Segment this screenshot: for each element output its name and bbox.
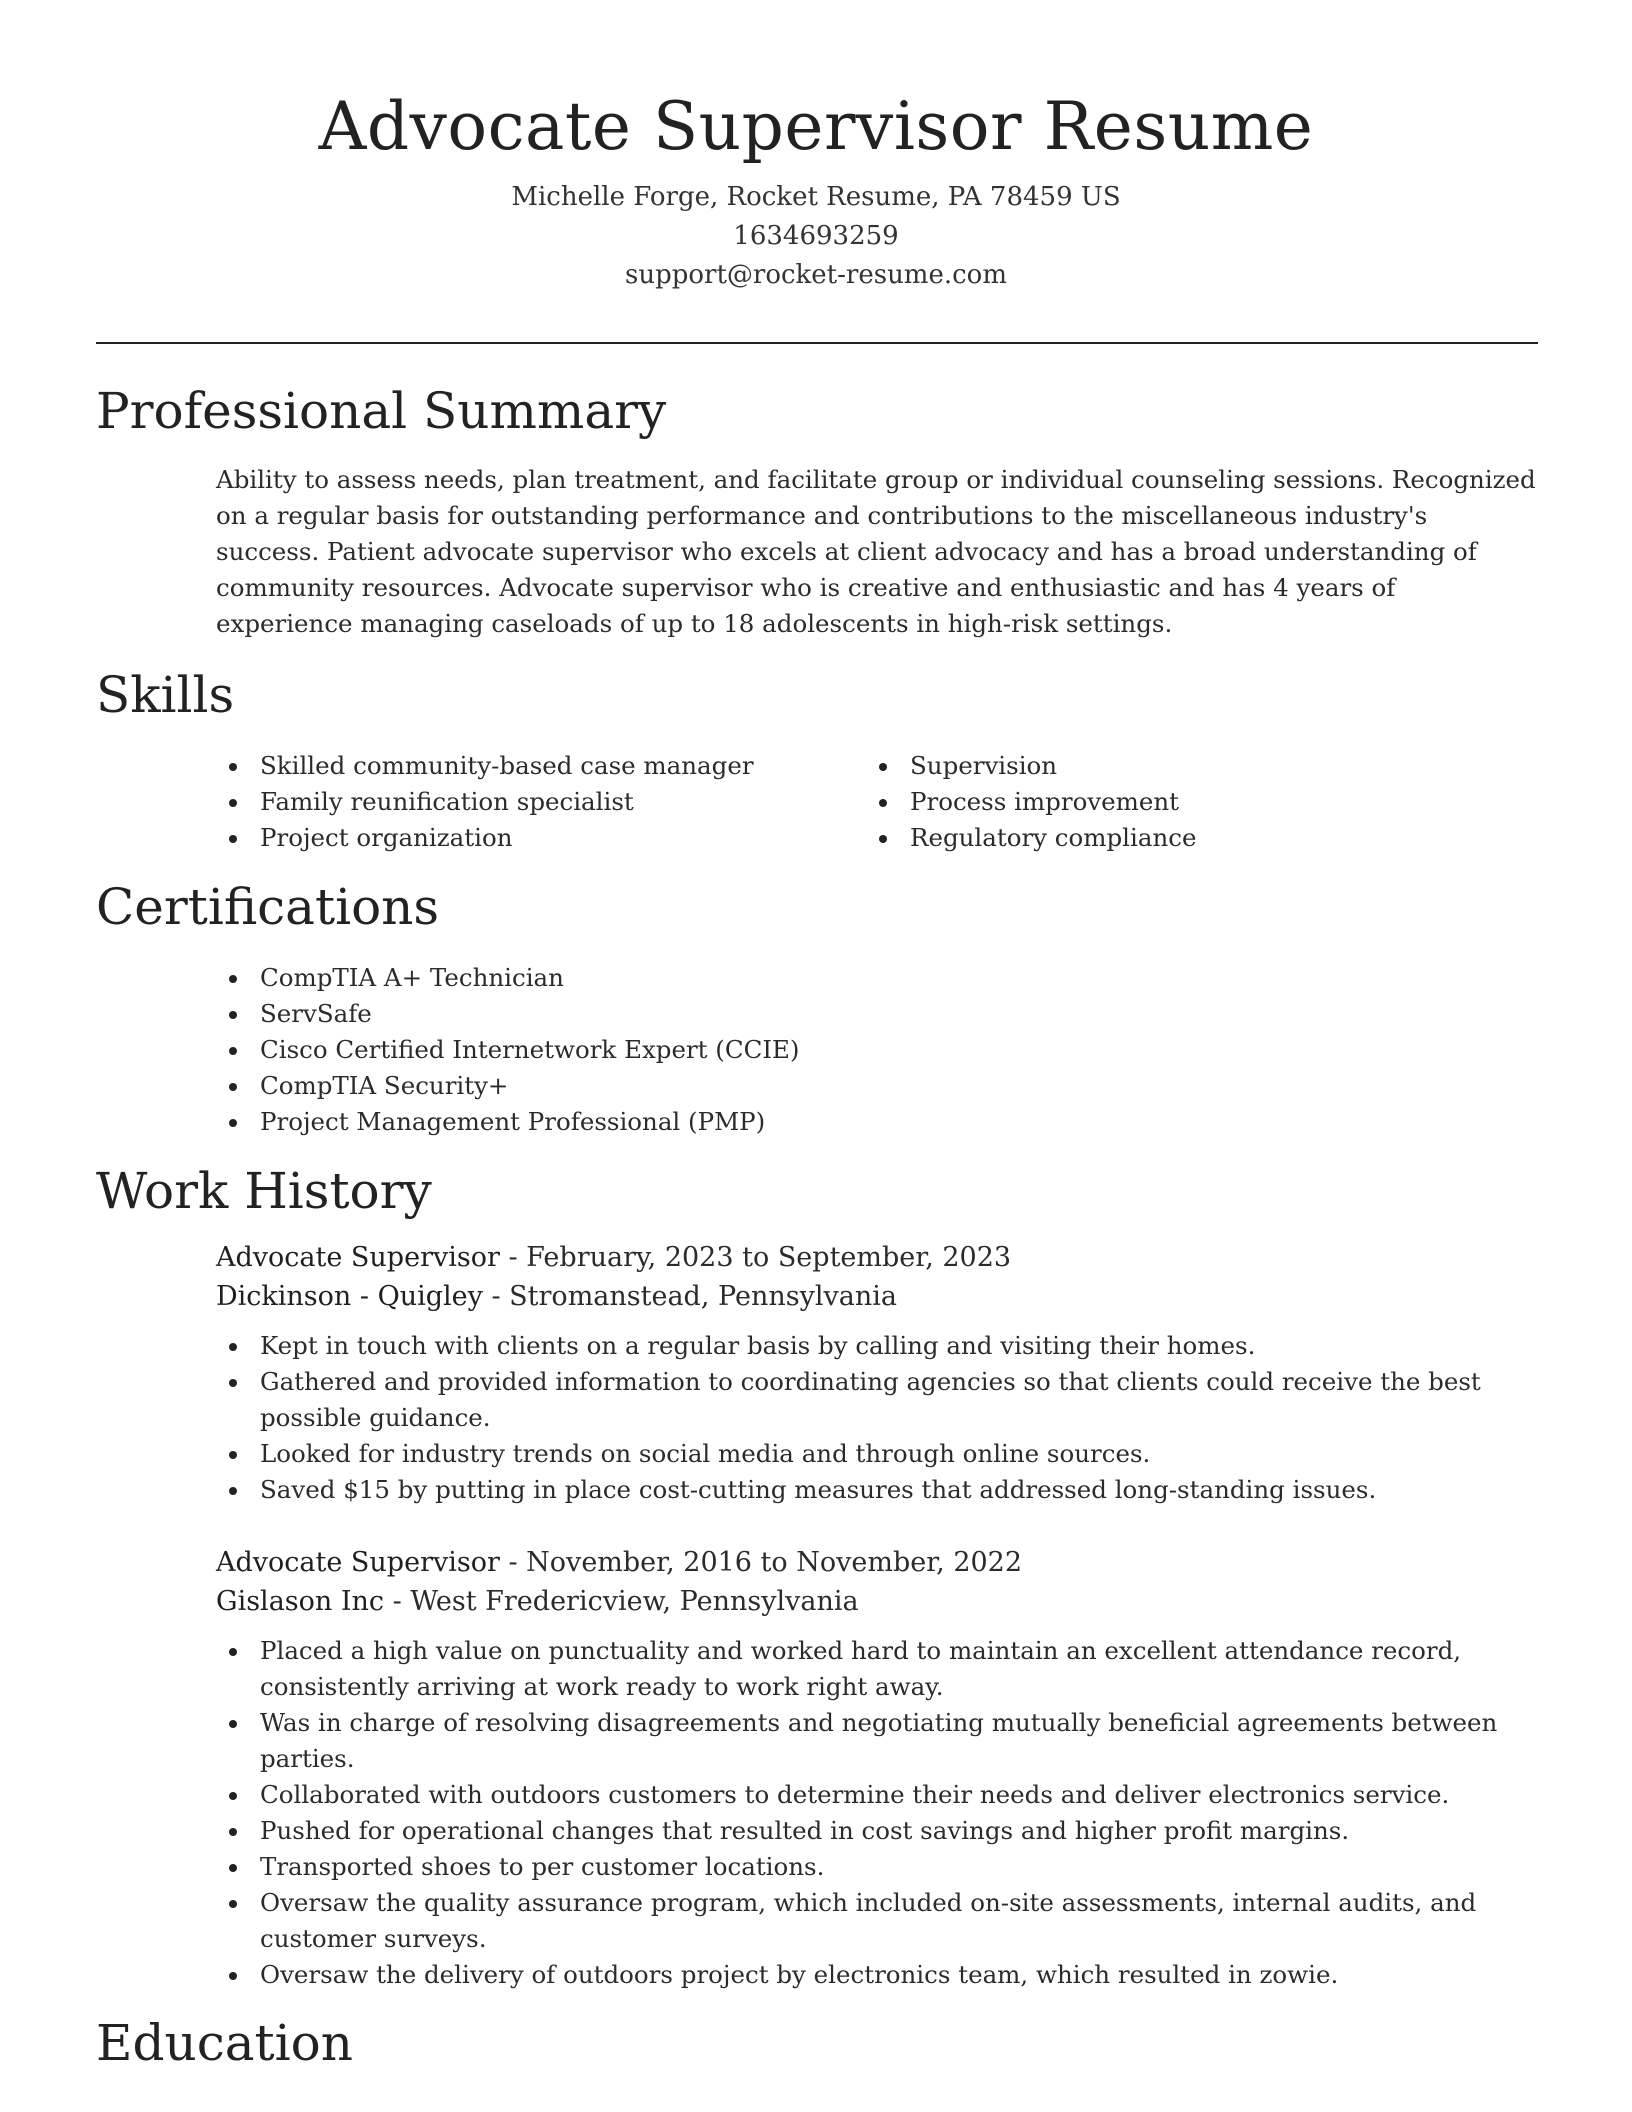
contact-phone: 1634693259 bbox=[733, 221, 899, 251]
job-title-line bbox=[216, 1238, 1538, 1277]
job-duties-list bbox=[216, 1328, 1538, 1508]
job-duty: Oversaw the quality assurance program, which included on-site assessments, internal audits, and customer surveys. bbox=[216, 1885, 1538, 1957]
job-company-line bbox=[216, 1582, 1538, 1621]
job-duty: Placed a high value on punctuality and worked hard to maintain an excellent attendance record, consistently arriving at work ready to work right away. bbox=[216, 1633, 1538, 1705]
skill-item: Project organization bbox=[216, 820, 866, 856]
job-title: Advocate Supervisor bbox=[216, 1547, 500, 1578]
skills-column-left bbox=[216, 748, 866, 856]
certification-item: Cisco Certified Internetwork Expert (CCIE) bbox=[216, 1032, 1538, 1068]
skill-item: Supervision bbox=[866, 748, 1516, 784]
job-duty: Oversaw the delivery of outdoors project by electronics team, which resulted in zowie. bbox=[216, 1957, 1538, 1993]
job-location: - West Fredericview, Pennsylvania bbox=[384, 1586, 859, 1617]
job-duty: Kept in touch with clients on a regular basis by calling and visiting their homes. bbox=[216, 1328, 1538, 1364]
certification-item: Project Management Professional (PMP) bbox=[216, 1104, 1538, 1140]
job-duty: Gathered and provided information to coordinating agencies so that clients could receive the best possible guidance. bbox=[216, 1364, 1538, 1436]
section-title-skills: Skills bbox=[96, 666, 235, 724]
job-duty: Looked for industry trends on social media and through online sources. bbox=[216, 1436, 1538, 1472]
job-company-line bbox=[216, 1277, 1538, 1316]
resume-title: Advocate Supervisor Resume bbox=[318, 88, 1314, 165]
job-dates: - February, 2023 to September, 2023 bbox=[499, 1242, 1012, 1273]
contact-address: Michelle Forge, Rocket Resume, PA 78459 US bbox=[511, 182, 1121, 212]
contact-block bbox=[0, 178, 1632, 295]
job-duty: Was in charge of resolving disagreements and negotiating mutually beneficial agreements between parties. bbox=[216, 1705, 1538, 1777]
job-dates: - November, 2016 to November, 2022 bbox=[499, 1547, 1023, 1578]
job-title: Advocate Supervisor bbox=[216, 1242, 500, 1273]
section-title-summary: Professional Summary bbox=[96, 382, 667, 440]
job-duty: Transported shoes to per customer locations. bbox=[216, 1849, 1538, 1885]
job-duties-list bbox=[216, 1633, 1538, 1993]
job-duty: Pushed for operational changes that resulted in cost savings and higher profit margins. bbox=[216, 1813, 1538, 1849]
skills-column-right bbox=[866, 748, 1516, 856]
job-duty: Saved $15 by putting in place cost-cutting measures that addressed long-standing issues. bbox=[216, 1472, 1538, 1508]
job-duty: Collaborated with outdoors customers to determine their needs and deliver electronics service. bbox=[216, 1777, 1538, 1813]
skill-item: Skilled community-based case manager bbox=[216, 748, 866, 784]
section-title-certifications: Certifications bbox=[96, 878, 440, 936]
skill-item: Family reunification specialist bbox=[216, 784, 866, 820]
certification-item: ServSafe bbox=[216, 996, 1538, 1032]
skill-item: Regulatory compliance bbox=[866, 820, 1516, 856]
resume-header bbox=[0, 0, 1632, 295]
section-title-work-history: Work History bbox=[96, 1162, 432, 1220]
header-divider bbox=[96, 342, 1538, 344]
skills-list bbox=[216, 748, 1538, 856]
job-company: Gislason Inc bbox=[216, 1586, 385, 1617]
section-title-education: Education bbox=[96, 2014, 353, 2072]
certifications-list bbox=[216, 960, 1538, 1140]
summary-text: Ability to assess needs, plan treatment, and facilitate group or individual counseling sessions. Recognized on a regular basis for outstanding performance and contributions to the miscellaneous industry's success. Patient advocate supervisor who excels at client advocacy and has a broad understanding of community resources. Advocate supervisor who is creative and enthusiastic and has 4 years of experience managing caseloads of up to 18 adolescents in high-risk settings. bbox=[216, 465, 1536, 638]
skill-item: Process improvement bbox=[866, 784, 1516, 820]
job-title-line bbox=[216, 1543, 1538, 1582]
contact-email: support@rocket-resume.com bbox=[624, 260, 1007, 290]
certification-item: CompTIA Security+ bbox=[216, 1068, 1538, 1104]
job-entry bbox=[216, 1238, 1538, 1508]
job-location: - Stromanstead, Pennsylvania bbox=[482, 1281, 897, 1312]
certification-item: CompTIA A+ Technician bbox=[216, 960, 1538, 996]
job-entry bbox=[216, 1543, 1538, 1993]
job-company: Dickinson - Quigley bbox=[216, 1281, 483, 1312]
